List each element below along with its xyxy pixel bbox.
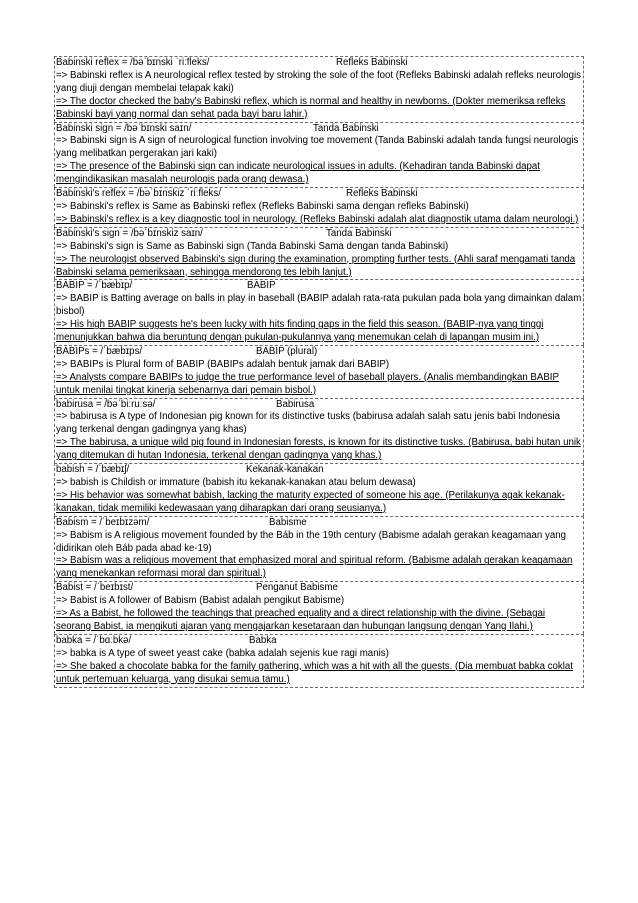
entry-example: => Babism was a religious movement that emphasized moral and spiritual reform. (Babisme adalah gerakan keagamaan yang menekankan reformasi moral dan spiritual.) <box>56 555 573 580</box>
entry-example: => His behavior was somewhat babish, lacking the maturity expected of someone his age. (Perilakunya agak kekanak-kanakan, tidak memiliki kedewasaan yang diharapkan dari orang seusianya.) <box>56 489 565 514</box>
entry-example: => Babinski's reflex is a key diagnostic tool in neurology. (Refleks Babinski adalah alat diagnostik utama dalam neurologi.) <box>56 213 579 225</box>
entry-term: Babinski reflex = /bəˈbɪnski ˈriːfleks/ <box>56 57 210 68</box>
entry-translation: Refleks Babinski <box>336 57 408 68</box>
entry-translation: Babirusa <box>276 398 315 410</box>
entry-babinskis-sign <box>54 227 584 280</box>
entry-term: Babinski's sign = /bəˈbɪnskiz saɪn/ <box>56 227 203 239</box>
entry-example: => The babirusa, a unique wild pig found in Indonesian forests, is known for its distinctive tusks. (Babirusa, babi hutan unik yang ditemukan di hutan Indonesia, terkenal dengan gadingnya yang khas.) <box>56 437 581 462</box>
entry-definition: => BABIPs is Plural form of BABIP (BABIPs adalah bentuk jamak dari BABIP) <box>56 358 390 370</box>
entry-definition: => Babinski sign is A sign of neurological function involving toe movement (Tanda Babinski adalah tanda fungsi neurologis yang melibatkan pergerakan jari kaki) <box>56 135 579 160</box>
entry-definition: => babish is Childish or immature (babish itu kekanak-kanakan atau belum dewasa) <box>56 477 416 488</box>
entry-example: => The neurologist observed Babinski's sign during the examination, prompting further tests. (Ahli saraf mengamati tanda Babinski selama pemeriksaan, sehingga mendorong tes lebih lanjut.) <box>56 253 576 278</box>
entry-babips <box>54 345 584 398</box>
entry-head <box>56 280 582 293</box>
entry-definition: => Babinski reflex is A neurological reflex tested by stroking the sole of the foot (Refleks Babinski adalah refleks neurologis yang diuji dengan membelai telapak kaki) <box>56 69 582 94</box>
entry-term: Babist = /ˈbeɪbɪst/ <box>56 582 134 594</box>
entry-translation: Kekanak-kanakan <box>246 464 324 476</box>
entry-example: => She baked a chocolate babka for the family gathering, which was a hit with all the guests. (Dia membuat babka coklat untuk pertemuan keluarga, yang disukai semua tamu.) <box>56 660 573 685</box>
entry-example: => The doctor checked the baby's Babinski reflex, which is normal and healthy in newborns. (Dokter memeriksa refleks Babinski bayi yang normal dan sehat pada bayi baru lahir.) <box>56 95 566 120</box>
entry-translation: BABIP (plural) <box>256 345 318 357</box>
entry-definition: => Babist is A follower of Babism (Babist adalah pengikut Babisme) <box>56 595 345 607</box>
entry-term: babirusa = /bəˈbiːruːsə/ <box>56 398 156 410</box>
entry-translation: Tanda Babinski <box>313 122 379 134</box>
entry-definition: => Babinski's reflex is Same as Babinski reflex (Refleks Babinski sama dengan refleks Babinski) <box>56 200 469 212</box>
entry-head <box>56 188 582 201</box>
entry-definition: => babka is A type of sweet yeast cake (babka adalah sejenis kue ragi manis) <box>56 647 389 659</box>
entry-translation: Penganut Babisme <box>256 582 338 594</box>
entry-term: Babinski's reflex = /bəˈbɪnskiz ˈriːfleks/ <box>56 188 221 200</box>
entry-translation: Refleks Babinski <box>346 188 418 200</box>
entry-head <box>56 123 582 136</box>
entry-babist <box>54 581 584 634</box>
entry-term: Babinski sign = /bəˈbɪnski saɪn/ <box>56 122 192 134</box>
entry-definition: => Babinski's sign is Same as Babinski sign (Tanda Babinski Sama dengan tanda Babinski) <box>56 240 449 252</box>
entry-term: babish = /ˈbæbɪʃ/ <box>56 464 130 476</box>
dictionary-page <box>54 56 584 688</box>
entry-head <box>56 399 582 412</box>
entry-babinski-sign <box>54 122 584 188</box>
entry-babinski-reflex <box>54 56 584 122</box>
entry-head <box>56 582 582 595</box>
entry-translation: BABIP <box>247 280 276 292</box>
entry-definition: => babirusa is A type of Indonesian pig known for its distinctive tusks (babirusa adalah salah satu jenis babi Indonesia yang terkenal dengan gadingnya yang khas) <box>56 411 561 436</box>
entry-head <box>56 57 582 70</box>
entry-definition: => BABIP is Batting average on balls in play in baseball (BABIP adalah rata-rata pukulan pada bola yang dimainkan dalam bisbol) <box>56 293 582 318</box>
entry-head <box>56 464 582 477</box>
entry-example: => Analysts compare BABIPs to judge the true performance level of baseball players. (Analis membandingkan BABIP untuk menilai tingkat kinerja sebenarnya dari pemain bisbol.) <box>56 371 559 396</box>
entry-babism <box>54 516 584 582</box>
entry-translation: Babisme <box>269 516 307 528</box>
entry-babirusa <box>54 398 584 464</box>
entry-babinskis-reflex <box>54 187 584 227</box>
entry-example: => The presence of the Babinski sign can indicate neurological issues in adults. (Kehadiran tanda Babinski dapat mengindikasikan masalah neurologis pada orang dewasa.) <box>56 161 540 186</box>
entry-example: => His high BABIP suggests he's been lucky with hits finding gaps in the field this season. (BABIP-nya yang tinggi menunjukkan bahwa dia beruntung dengan pukulan-pukulannya yang menemukan celah di lapangan musim ini.) <box>56 319 544 344</box>
entry-translation: Babka <box>249 634 277 646</box>
entry-term: BABIP = /ˈbæbɪp/ <box>56 280 133 292</box>
entry-definition: => Babism is A religious movement founded by the Báb in the 19th century (Babisme adalah gerakan keagamaan yang didirikan oleh Báb pada abad ke-19) <box>56 529 566 554</box>
entry-babish <box>54 463 584 516</box>
entry-translation: Tanda Babinski <box>326 227 392 239</box>
entry-head <box>56 517 582 530</box>
entry-head <box>56 635 582 648</box>
entry-babka <box>54 634 584 688</box>
entry-babip <box>54 279 584 345</box>
entry-term: Babism = /ˈbeɪbɪzəm/ <box>56 516 150 528</box>
entry-head <box>56 228 582 241</box>
entry-term: BABIPs = /ˈbæbɪps/ <box>56 345 143 357</box>
entry-term: babka = /ˈbɑːbkə/ <box>56 634 132 646</box>
entry-example: => As a Babist, he followed the teachings that preached equality and a direct relationship with the divine. (Sebagai seorang Babist, ia mengikuti ajaran yang mengajarkan kesetaraan dan hubungan langsung dengan Yang Ilahi.) <box>56 608 545 632</box>
entry-head <box>56 346 582 359</box>
